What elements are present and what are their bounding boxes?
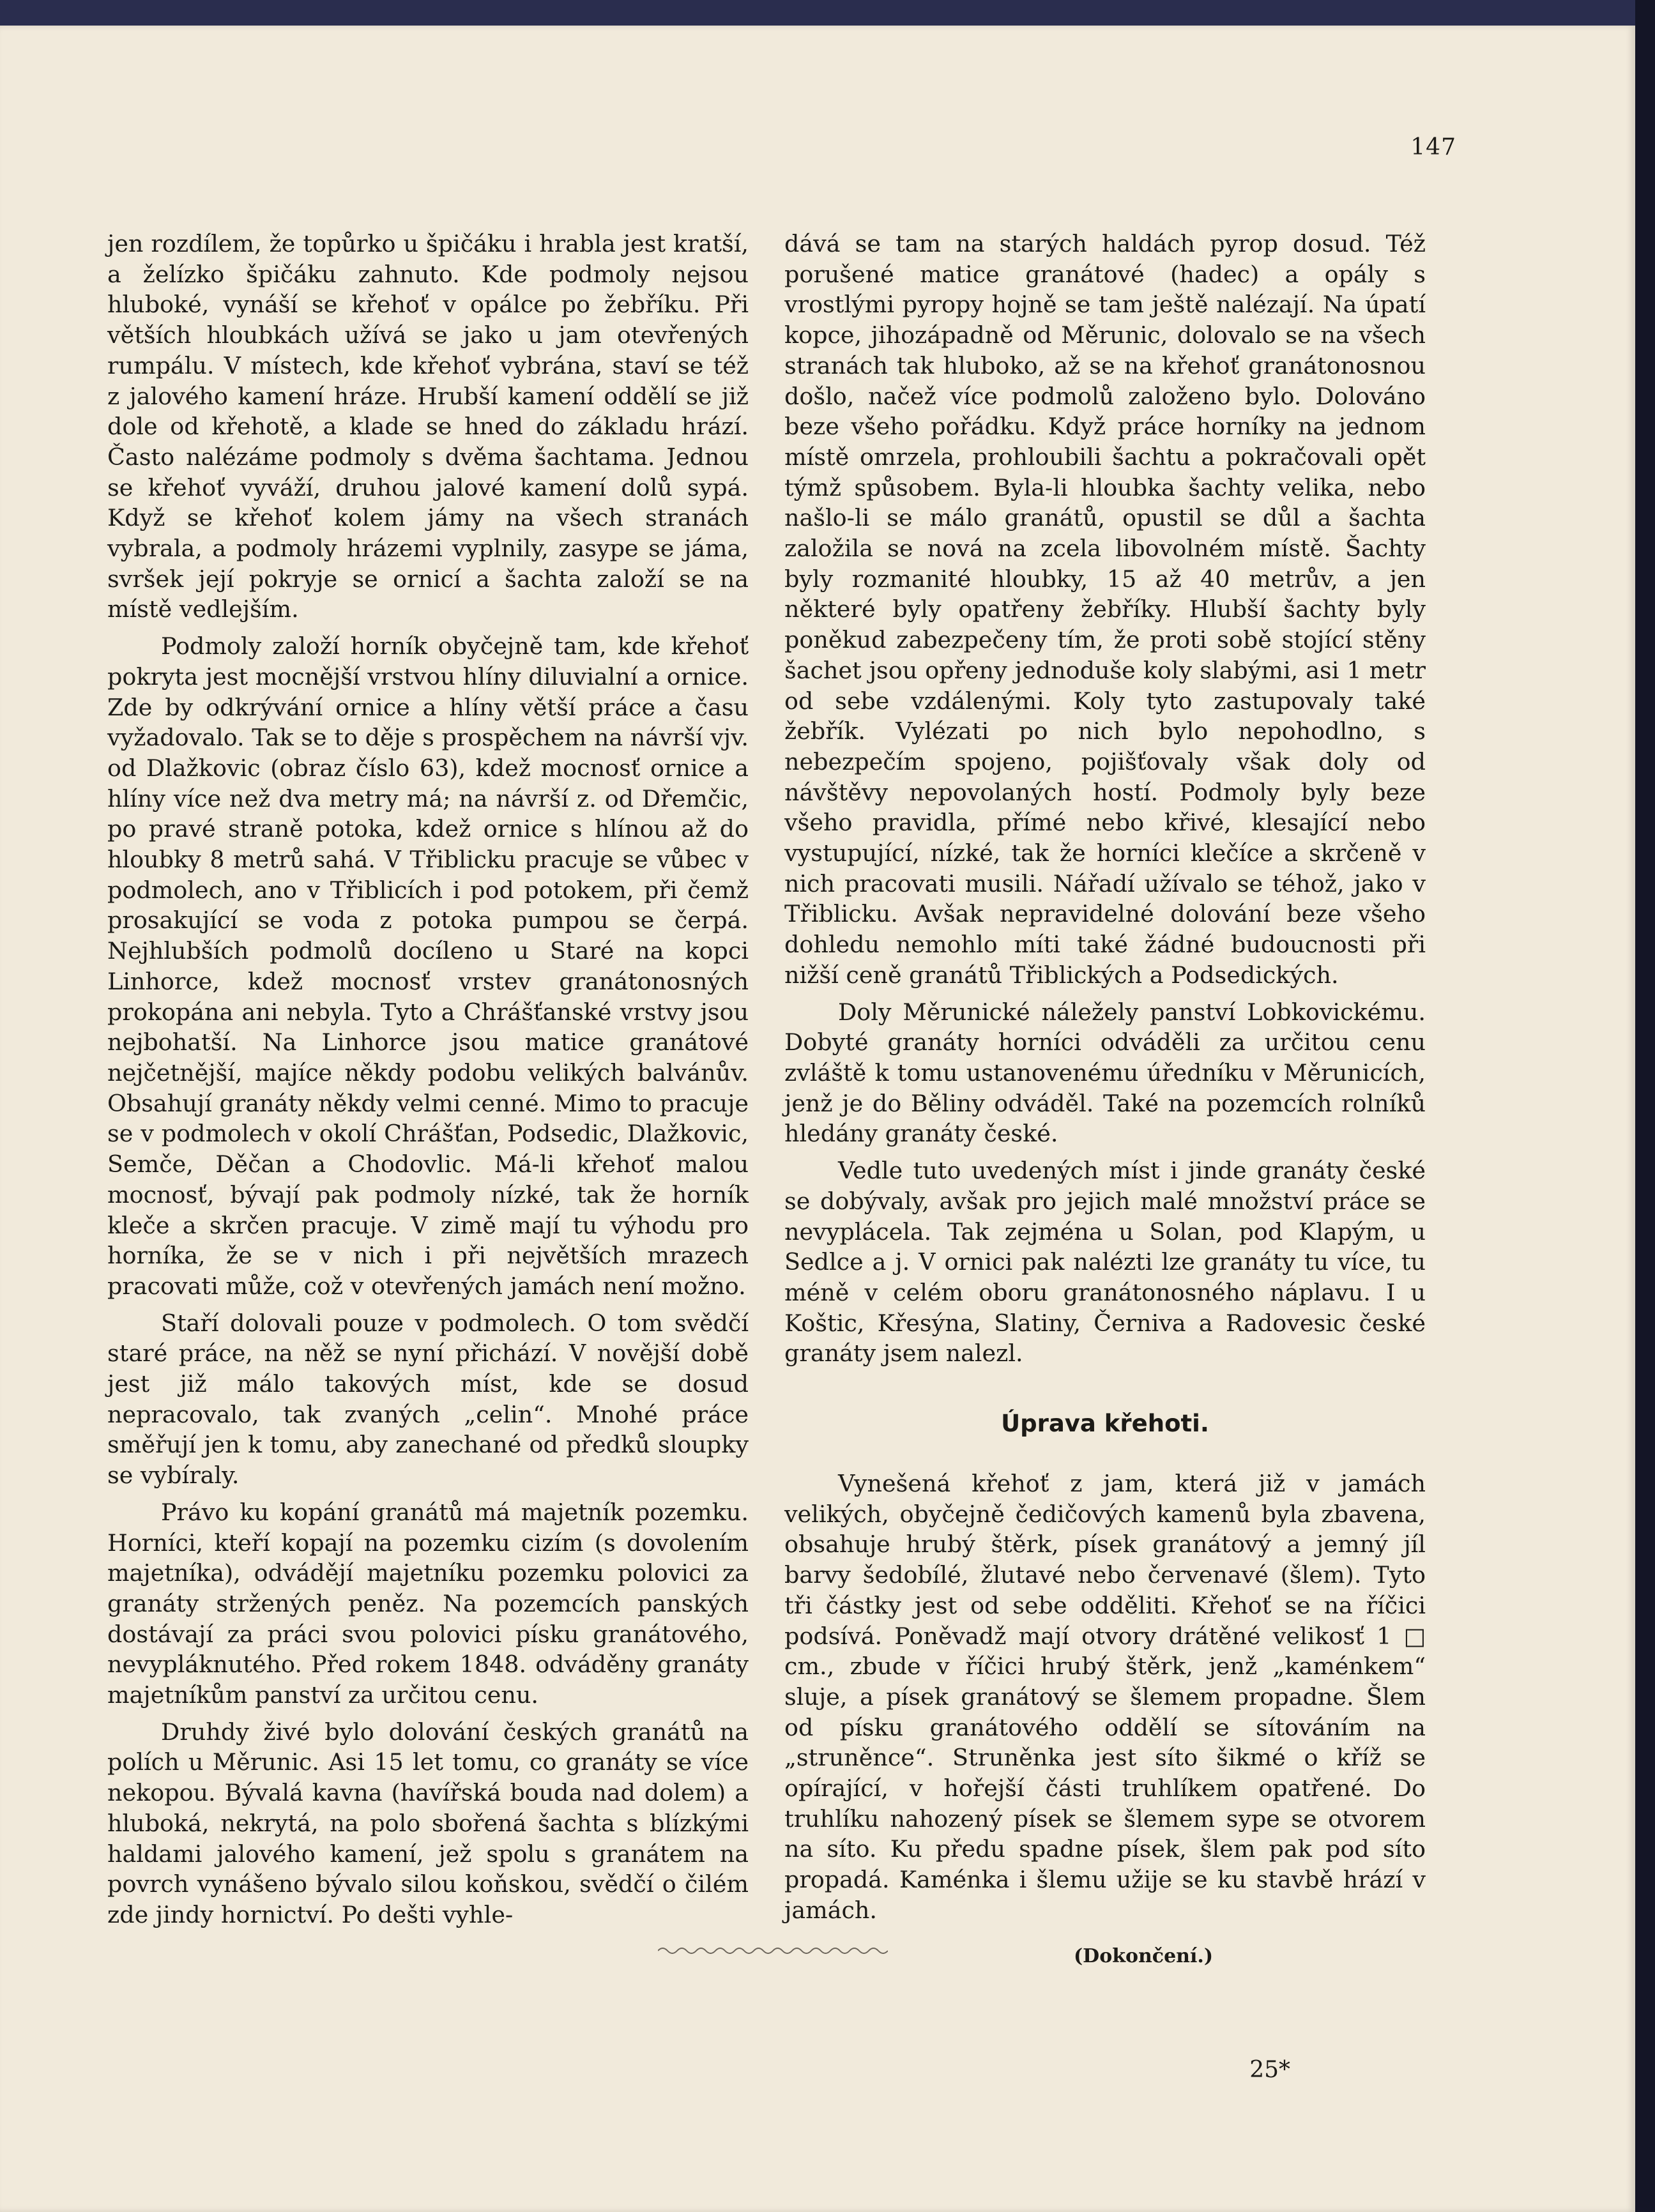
section-paragraph: Vynešená křehoť z jam, která již v jamách velikých, obyčejně čedičových kamenů byla zbavena, obsahuje hrubý štěrk, písek granátový a jemný jíl barvy šedobílé, žlutavé nebo červenavé (šlem). Tyto tři částky jest od sebe odděliti. Křehoť se na říčici podsívá. Poněvadž mají otvory drátěné velikosť 1 □ cm., zbude v říčici hrubý štěrk, jenž „kaménkem“ sluje, a písek granátový se šlemem propadne. Šlem od písku granátového oddělí se sítováním na „struněnce“. Struněnka jest síto šikmé o kříž se opírající, v hořejší části truhlíkem opatřené. Do truhlíku nahozený písek se šlemem sype se otvorem na síto. Ku předu spadne písek, šlem pak pod síto propadá. Kaménka i šlemu užije se ku stavbě hrází v jamách. bbox=[784, 1470, 1426, 1924]
page-number: 147 bbox=[1410, 134, 1456, 160]
right-column bbox=[784, 229, 1426, 1971]
scan-edge bbox=[1635, 0, 1655, 2212]
left-paragraph-4: Právo ku kopání granátů má majetník pozemku. Horníci, kteří kopají na pozemku cizím (s dovolením majetníka), odvádějí majetníku pozemku polovici za granáty stržených peněz. Na pozemcích panských dostávají za práci svou polovici písku granátového, nevypláknutého. Před rokem 1848. odváděny granáty majetníkům panství za určitou cenu. bbox=[107, 1498, 749, 1709]
concluded-note: (Dokončení.) bbox=[1073, 1944, 1214, 1967]
left-paragraph-2: Podmoly založí horník obyčejně tam, kde křehoť pokryta jest mocnější vrstvou hlíny diluvialní a ornice. Zde by odkrývání ornice a hlíny větší práce a času vyžadovalo. Tak se to děje s prospěchem na návrší vjv. od Dlažkovic (obraz číslo 63), kdež mocnosť ornice a hlíny více než dva metry má; na návrší z. od Dřemčic, po pravé straně potoka, kdež ornice s hlínou až do hloubky 8 metrů sahá. V Třiblicku pracuje se vůbec v podmolech, ano v Třiblicích i pod potokem, při čemž prosakující se voda z potoka pumpou se čerpá. Nejhlubších podmolů docíleno u Staré na kopci Linhorce, kdež mocnosť vrstev granátonosných prokopána ani nebyla. Tyto a Chrášťanské vrstvy jsou nejbohatší. Na Linhorce jsou matice granátové nejčetnější, majíce někdy podobu velikých balvánův. Obsahují granáty někdy velmi cenné. Mimo to pracuje se v podmolech v okolí Chrášťan, Podsedic, Dlažkovic, Semče, Děčan a Chodovlic. Má-li křehoť malou mocnosť, bývají pak podmoly nízké, tak že horník kleče a skrčen pracuje. V zimě mají tu výhodu pro horníka, že se v nich i při největších mrazech pracovati může, což v otevřených jamách není možno. bbox=[107, 632, 749, 1300]
right-paragraph-3: Vedle tuto uvedených míst i jinde granáty české se dobývaly, avšak pro jejich malé množství práce se nevyplácela. Tak zejména u Solan, pod Klapým, u Sedlce a j. V ornici pak nalézti lze granáty tu více, tu méně v celém oboru granátonosného náplavu. I u Koštic, Křesýna, Slatiny, Černiva a Radovesic české granáty jsem nalezl. bbox=[784, 1157, 1426, 1368]
signature-mark: 25* bbox=[1249, 2057, 1290, 2083]
page-sheet bbox=[0, 26, 1635, 2212]
right-paragraph-1: dává se tam na starých haldách pyrop dosud. Též porušené matice granátové (hadec) a opály s vrostlými pyropy hojně se tam ještě nalézají. Na úpatí kopce, jihozápadně od Měrunic, dolovalo se na všech stranách tak hluboko, až se na křehoť granátonosnou došlo, načež více podmolů založeno bylo. Dolováno beze všeho pořádku. Když práce horníky na jednom místě omrzela, prohloubili šachtu a pokračovali opět týmž spůsobem. Byla-li hloubka šachty velika, nebo našlo-li se málo granátů, opustil se důl a šachta založila se nová na zcela libovolném místě. Šachty byly rozmanité hloubky, 15 až 40 metrův, a jen některé byly opatřeny žebříky. Hlubší šachty byly poněkud zabezpečeny tím, že proti sobě stojící stěny šachet jsou opřeny jednoduše koly slabými, asi 1 metr od sebe vzdálenými. Koly tyto zastupovaly také žebřík. Vylézati po nich bylo nepohodlno, s nebezpečím spojeno, pojišťovaly však doly od návštěvy nepovolaných hostí. Podmoly byly beze všeho pravidla, přímé nebo křivé, klesající nebo vystupující, nízké, tak že horníci klečíce a skrčeně v nich pracovati musili. Nářadí užívalo se téhož, jako v Třiblicku. Avšak nepravidelné dolování beze všeho dohledu nemohlo míti také žádné budoucnosti při nižší ceně granátů Třiblických a Podsedických. bbox=[784, 230, 1426, 989]
right-paragraph-2: Doly Měrunické náležely panství Lobkovickému. Dobyté granáty horníci odváděli za určitou cenu zvláště k tomu ustanovenému úředníku v Měrunicích, jenž je do Běliny odváděl. Také na pozemcích rolníků hledány granáty české. bbox=[784, 998, 1426, 1148]
section-heading: Úprava křehoti. bbox=[1001, 1410, 1209, 1438]
left-paragraph-1: jen rozdílem, že topůrko u špičáku i hrabla jest kratší, a želízko špičáku zahnuto. Kde podmoly nejsou hluboké, vynáší se křehoť v opálce po žebříku. Při větších hloubkách užívá se jako u jam otevřených rumpálu. V místech, kde křehoť vybrána, staví se též z jalového kamení hráze. Hrubší kamení oddělí se již dole od křehotě, a klade se hned do základu hrází. Často nalézáme podmoly s dvěma šachtama. Jednou se křehoť vyváží, druhou jalové kamení dolů sypá. Když se křehoť kolem jámy na všech stranách vybrala, a podmoly hrázemi vyplnily, zasype se jáma, svršek její pokryje se ornicí a šachta založí se na místě vedlejším. bbox=[107, 230, 749, 623]
left-paragraph-3: Staří dolovali pouze v podmolech. O tom svědčí staré práce, na něž se nyní přichází. V novější době jest již málo takových míst, kde se dosud nepracovalo, tak zvaných „celin“. Mnohé práce směřují jen k tomu, aby zanechané od předků sloupky se vybíraly. bbox=[107, 1309, 749, 1490]
wavy-divider bbox=[658, 1944, 888, 1957]
left-column bbox=[107, 229, 749, 1930]
left-paragraph-5: Druhdy živé bylo dolování českých granátů na polích u Měrunic. Asi 15 let tomu, co granáty se více nekopou. Bývalá kavna (havířská bouda nad dolem) a hluboká, nekrytá, na polo sbořená šachta s blízkými haldami jalového kamení, jež spolu s granátem na povrch vynášeno bývalo silou koňskou, svědčí o čilém zde jindy hornictví. Po dešti vyhle- bbox=[107, 1718, 749, 1928]
